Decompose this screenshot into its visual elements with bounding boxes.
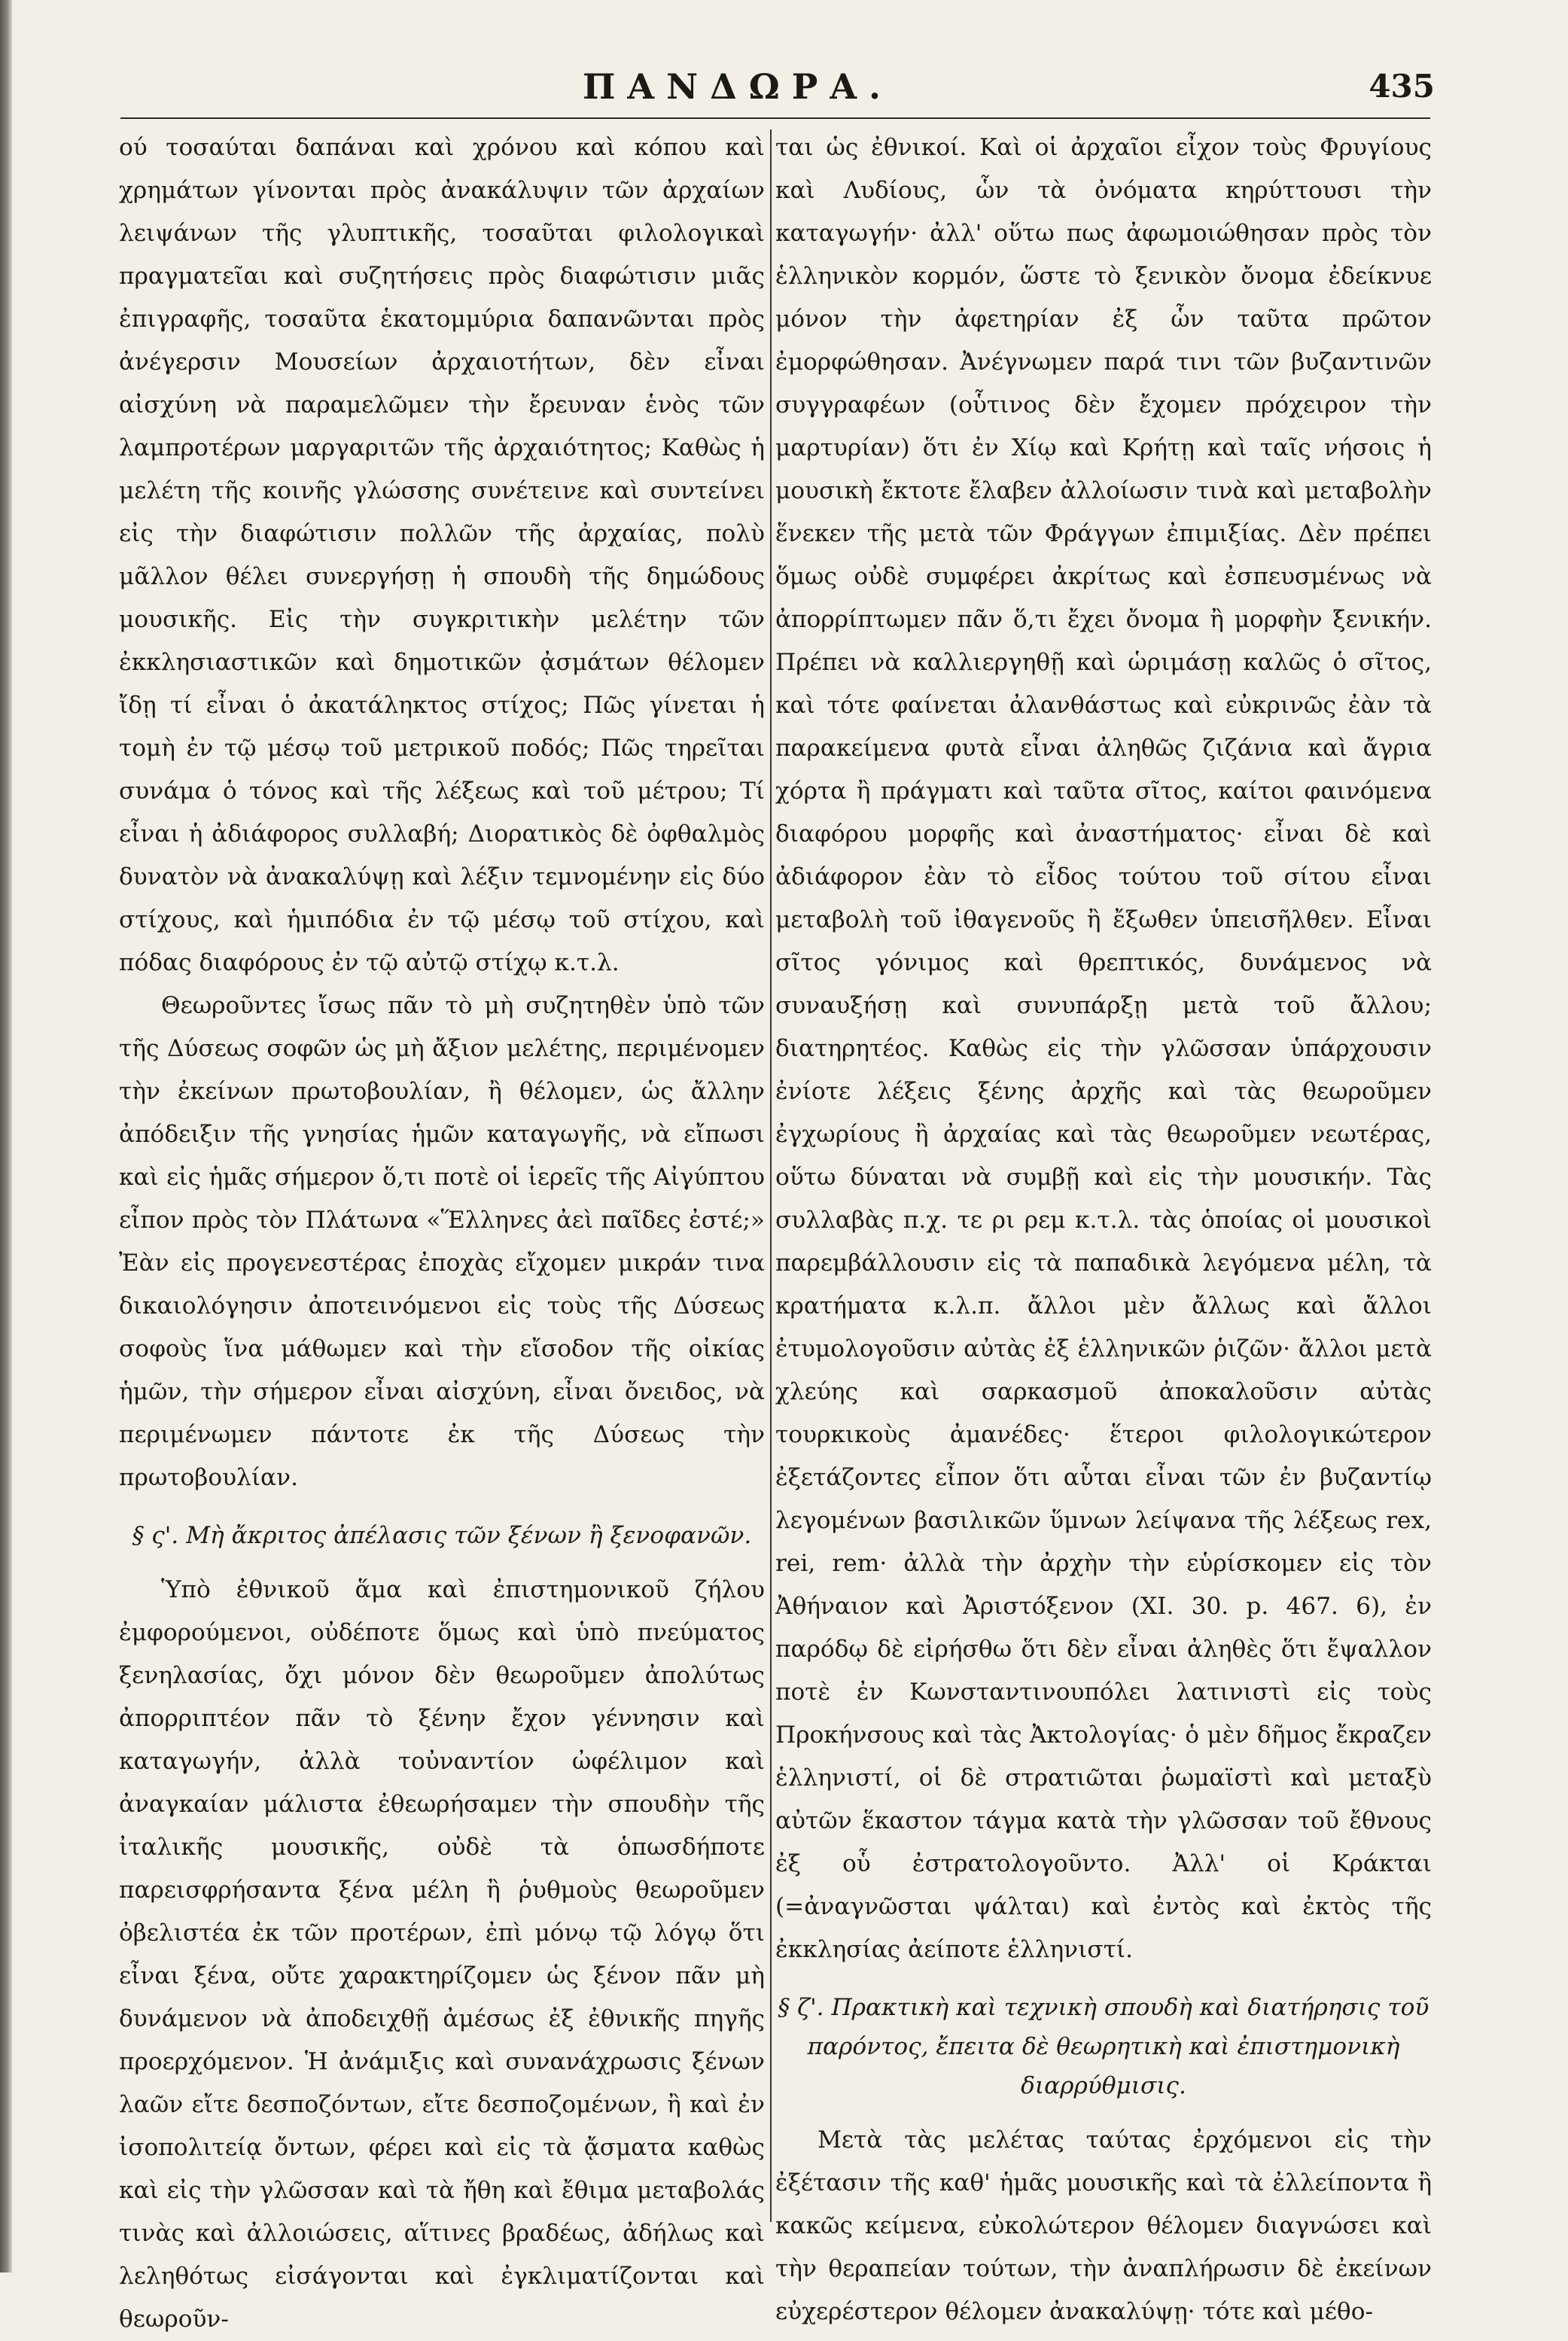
- page-number: 435: [1369, 68, 1435, 105]
- section-heading: § ς'. Μὴ ἄκριτος ἀπέλασις τῶν ξένων ἢ ξενοφανῶν.: [132, 1522, 752, 1549]
- running-title: ΠΑΝΔΩΡΑ.: [582, 66, 894, 107]
- right-column: [775, 126, 1432, 2333]
- body-paragraph: ού τοσαύται δαπάναι καὶ χρόνου καὶ κόπου καὶ χρημάτων γίνονται πρὸς ἀνακάλυψιν τῶν ἀρχαίων λειψάνων τῆς γλυπτικῆς, τοσαῦται φιλολογικαὶ πραγματεῖαι καὶ συζητήσεις πρὸς διαφώτισιν μιᾶς ἐπιγραφῆς, τοσαῦτα ἑκατομμύρια δαπανῶνται πρὸς ἀνέγερσιν Μουσείων ἀρχαιοτήτων, δὲν εἶναι αἰσχύνη νὰ παραμελῶμεν τὴν ἔρευναν ἑνὸς τῶν λαμπροτέρων μαργαριτῶν τῆς ἀρχαιότητος; Καθὼς ἡ μελέτη τῆς κοινῆς γλώσσης συνέτεινε καὶ συντείνει εἰς τὴν διαφώτισιν πολλῶν τῆς ἀρχαίας, πολὺ μᾶλλον θέλει συνεργήσῃ ἡ σπουδὴ τῆς δημώδους μουσικῆς. Εἰς τὴν συγκριτικὴν μελέτην τῶν ἐκκλησιαστικῶν καὶ δημοτικῶν ᾀσμάτων θέλομεν ἴδῃ τί εἶναι ὁ ἀκατάληκτος στίχος; Πῶς γίνεται ἡ τομὴ ἐν τῷ μέσῳ τοῦ μετρικοῦ ποδός; Πῶς τηρεῖται συνάμα ὁ τόνος καὶ τῆς λέξεως καὶ τοῦ μέτρου; Τί εἶναι ἡ ἀδιάφορος συλλαβή; Διορατικὸς δὲ ὀφθαλμὸς δυνατὸν νὰ ἀνακαλύψῃ καὶ λέξιν τεμνομένην εἰς δύο στίχους, καὶ ἡμιπόδια ἐν τῷ μέσῳ τοῦ στίχου, καὶ πόδας διαφόρους ἐν τῷ αὐτῷ στίχῳ κ.τ.λ.: [119, 134, 765, 976]
- column-divider: [770, 129, 772, 2222]
- body-paragraph: Θεωροῦντες ἴσως πᾶν τὸ μὴ συζητηθὲν ὑπὸ τῶν τῆς Δύσεως σοφῶν ὡς μὴ ἄξιον μελέτης, περιμένομεν τὴν ἐκείνων πρωτοβουλίαν, ἢ θέλομεν, ὡς ἄλλην ἀπόδειξιν τῆς γνησίας ἡμῶν καταγωγῆς, νὰ εἴπωσι καὶ εἰς ἡμᾶς σήμερον ὅ,τι ποτὲ οἱ ἱερεῖς τῆς Αἰγύπτου εἶπον πρὸς τὸν Πλάτωνα «Ἕλληνες ἀεὶ παῖδες ἐστέ;» Ἐὰν εἰς προγενεστέρας ἐποχὰς εἴχομεν μικράν τινα δικαιολόγησιν ἀποτεινόμενοι εἰς τοὺς τῆς Δύσεως σοφοὺς ἵνα μάθωμεν καὶ τὴν εἴσοδον τῆς οἰκίας ἡμῶν, τὴν σήμερον εἶναι αἰσχύνη, εἶναι ὄνειδος, νὰ περιμένωμεν πάντοτε ἐκ τῆς Δύσεως τὴν πρωτοβουλίαν.: [119, 992, 765, 1491]
- page-binding-edge: [0, 0, 12, 2273]
- body-paragraph: ται ὡς ἐθνικοί. Καὶ οἱ ἀρχαῖοι εἶχον τοὺς Φρυγίους καὶ Λυδίους, ὧν τὰ ὀνόματα κηρύττουσι τὴν καταγωγήν· ἀλλ' οὕτω πως ἀφωμοιώθησαν πρὸς τὸν ἑλληνικὸν κορμόν, ὥστε τὸ ξενικὸν ὄνομα ἐδείκνυε μόνον τὴν ἀφετηρίαν ἐξ ὧν ταῦτα πρῶτον ἐμορφώθησαν. Ἀνέγνωμεν παρά τινι τῶν βυζαντινῶν συγγραφέων (οὗτινος δὲν ἔχομεν πρόχειρον τὴν μαρτυρίαν) ὅτι ἐν Χίῳ καὶ Κρήτῃ καὶ ταῖς νήσοις ἡ μουσικὴ ἔκτοτε ἔλαβεν ἀλλοίωσιν τινὰ καὶ μεταβολὴν ἕνεκεν τῆς μετὰ τῶν Φράγγων ἐπιμιξίας. Δὲν πρέπει ὅμως οὐδὲ συμφέρει ἀκρίτως καὶ ἐσπευσμένως νὰ ἀπορρίπτωμεν πᾶν ὅ,τι ἔχει ὄνομα ἢ μορφὴν ξενικήν. Πρέπει νὰ καλλιεργηθῇ καὶ ὡριμάσῃ καλῶς ὁ σῖτος, καὶ τότε φαίνεται ἀλανθάστως καὶ εὐκρινῶς ἐὰν τὰ παρακείμενα φυτὰ εἶναι ἀληθῶς ζιζάνια καὶ ἄγρια χόρτα ἢ πράγματι καὶ ταῦτα σῖτος, καίτοι φαινόμενα διαφόρου μορφῆς καὶ ἀναστήματος· εἶναι δὲ καὶ ἀδιάφορον ἐὰν τὸ εἶδος τούτου τοῦ σίτου εἶναι μεταβολὴ τοῦ ἰθαγενοῦς ἢ ἔξωθεν ὑπεισῆλθεν. Εἶναι σῖτος γόνιμος καὶ θρεπτικός, δυνάμενος νὰ συναυξήσῃ καὶ συνυπάρξῃ μετὰ τοῦ ἄλλου; διατηρητέος. Καθὼς εἰς τὴν γλῶσσαν ὑπάρχουσιν ἐνίοτε λέξεις ξένης ἀρχῆς καὶ τὰς θεωροῦμεν ἐγχωρίους ἢ ἀρχαίας καὶ τὰς θεωροῦμεν νεωτέρας, οὕτω δύναται νὰ συμβῇ καὶ εἰς τὴν μουσικήν. Τὰς συλλαβὰς π.χ. τε ρι ρεμ κ.τ.λ. τὰς ὁποίας οἱ μουσικοὶ παρεμβάλλουσιν εἰς τὰ παπαδικὰ λεγόμενα μέλη, τὰ κρατήματα κ.λ.π. ἄλλοι μὲν ἄλλως καὶ ἄλλοι ἐτυμολογοῦσιν αὐτὰς ἐξ ἑλληνικῶν ῥιζῶν· ἄλλοι μετὰ χλεύης καὶ σαρκασμοῦ ἀποκαλοῦσιν αὐτὰς τουρκικοὺς ἀμανέδες· ἕτεροι φιλολογικώτερον ἐξετάζοντες εἶπον ὅτι αὗται εἶναι τῶν ἐν βυζαντίῳ λεγομένων βασιλικῶν ὕμνων λείψανα τῆς λέξεως rex, rei, rem· ἀλλὰ τὴν ἀρχὴν τὴν εὑρίσκομεν εἰς τὸν Ἀθήναιον καὶ Ἀριστόξενον (XI. 30. p. 467. 6), ἐν παρόδῳ δὲ εἰρήσθω ὅτι δὲν εἶναι ἀληθὲς ὅτι ἔψαλλον ποτὲ ἐν Κωνσταντινουπόλει λατινιστὶ εἰς τοὺς Προκήνσους καὶ τὰς Ἀκτολογίας· ὁ μὲν δῆμος ἔκραζεν ἑλληνιστί, οἱ δὲ στρατιῶται ῥωμαϊστὶ καὶ μεταξὺ αὐτῶν ἕκαστον τάγμα κατὰ τὴν γλῶσσαν τοῦ ἔθνους ἐξ οὗ ἐστρατολογοῦντο. Ἀλλ' οἱ Κράκται (=ἀναγνῶσται ψάλται) καὶ ἐντὸς καὶ ἐκτὸς τῆς ἐκκλησίας ἀείποτε ἑλληνιστί.: [775, 134, 1432, 1963]
- header-rule: [120, 117, 1430, 119]
- left-column: [119, 126, 765, 2341]
- body-paragraph: Ὑπὸ ἐθνικοῦ ἅμα καὶ ἐπιστημονικοῦ ζήλου ἐμφορούμενοι, οὐδέποτε ὅμως καὶ ὑπὸ πνεύματος ξενηλασίας, ὄχι μόνον δὲν θεωροῦμεν ἀπολύτως ἀπορριπτέον πᾶν τὸ ξένην ἔχον γέννησιν καὶ καταγωγήν, ἀλλὰ τοὐναντίον ὠφέλιμον καὶ ἀναγκαίαν μάλιστα ἐθεωρήσαμεν τὴν σπουδὴν τῆς ἰταλικῆς μουσικῆς, οὐδὲ τὰ ὁπωσδήποτε παρεισφρήσαντα ξένα μέλη ἢ ῥυθμοὺς θεωροῦμεν ὀβελιστέα ἐκ τῶν προτέρων, ἐπὶ μόνῳ τῷ λόγῳ ὅτι εἶναι ξένα, οὔτε χαρακτηρίζομεν ὡς ξένον πᾶν μὴ δυνάμενον νὰ ἀποδειχθῇ ἀμέσως ἐξ ἐθνικῆς πηγῆς προερχόμενον. Ἡ ἀνάμιξις καὶ συνανάχρωσις ξένων λαῶν εἴτε δεσποζόντων, εἴτε δεσποζομένων, ἢ καὶ ἐν ἰσοπολιτείᾳ ὄντων, φέρει καὶ εἰς τὰ ᾄσματα καθὼς καὶ εἰς τὴν γλῶσσαν καὶ τὰ ἤθη καὶ ἔθιμα μεταβολάς τινὰς καὶ ἀλλοιώσεις, αἵτινες βραδέως, ἀδήλως καὶ λεληθότως εἰσάγονται καὶ ἐγκλιματίζονται καὶ θεωροῦν-: [119, 1576, 765, 2333]
- body-paragraph: Μετὰ τὰς μελέτας ταύτας ἐρχόμενοι εἰς τὴν ἐξέτασιν τῆς καθ' ἡμᾶς μουσικῆς καὶ τὰ ἐλλείποντα ἢ κακῶς κείμενα, εὐκολώτερον θέλομεν διαγνώσει καὶ τὴν θεραπείαν τούτων, τὴν ἀναπλήρωσιν δὲ ἐκείνων εὐχερέστερον θέλομεν ἀνακαλύψῃ· τότε καὶ μέθο-: [775, 2126, 1432, 2325]
- section-heading: § ζ'. Πρακτικὴ καὶ τεχνικὴ σπουδὴ καὶ διατήρησις τοῦ παρόντος, ἔπειτα δὲ θεωρητικὴ καὶ ἐπιστημονικὴ διαρρύθμισις.: [778, 1994, 1429, 2099]
